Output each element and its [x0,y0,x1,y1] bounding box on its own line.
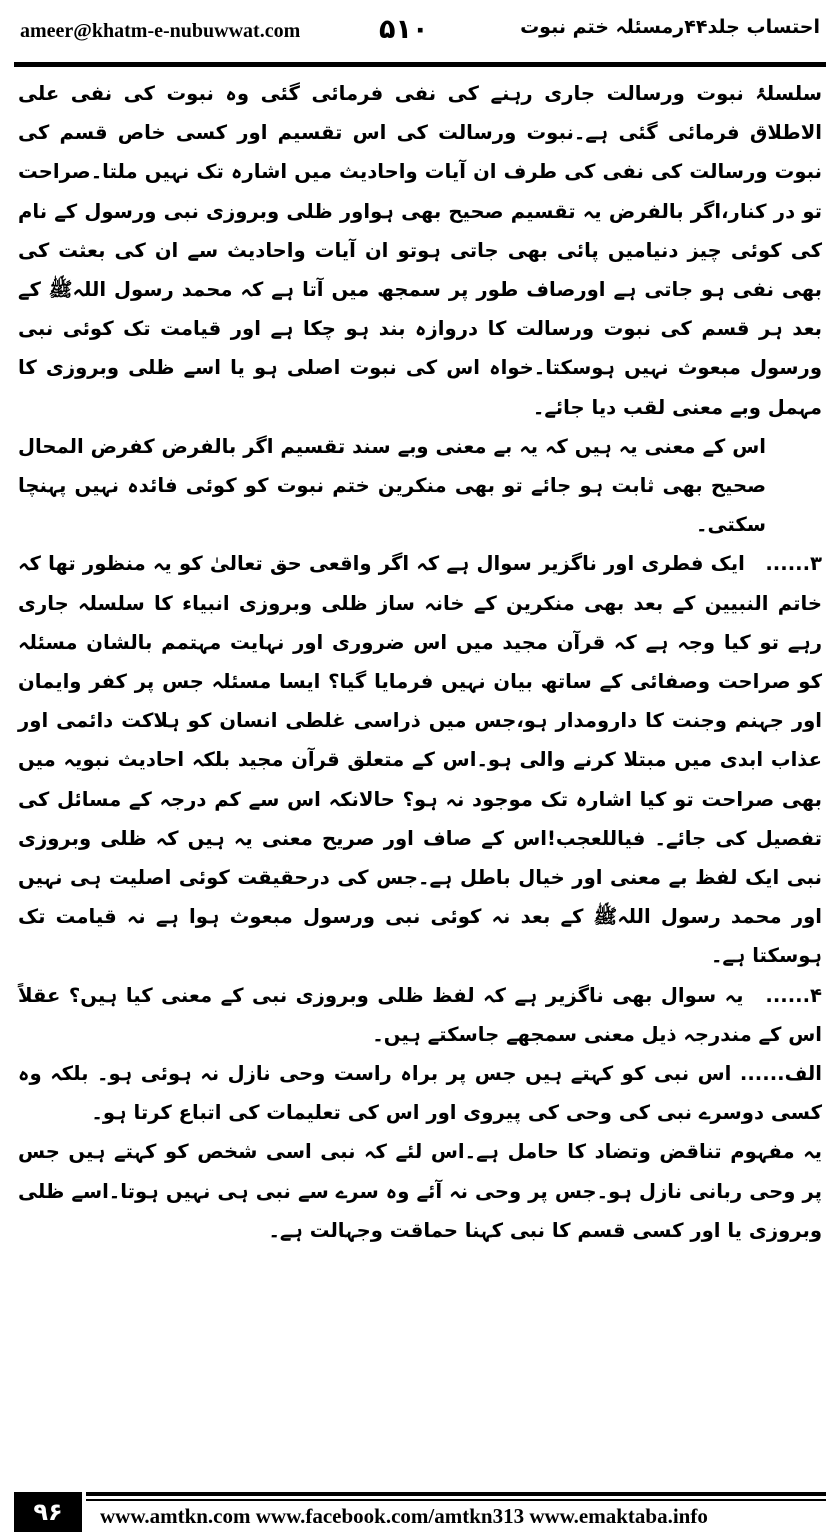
header-page-number: ۵۱۰ [379,14,429,45]
paragraph-text: اس نبی کو کہتے ہیں جس پر براہ راست وحی نازل نہ ہوئی ہو۔ بلکہ وہ کسی دوسرے نبی کی وحی کی پیروی اور اس کی تعلیمات کی اتباع کرتا ہو۔ [18,1062,822,1125]
paragraph: اس کے معنی یہ ہیں کہ یہ بے معنی وبے سند تقسیم اگر بالفرض کفرض المحال صحیح بھی ثابت ہو جائے تو بھی منکرین ختم نبوت کو کوئی فائدہ نہیں پہنچا سکتی۔ [18,434,766,537]
paragraph-item-4 [18,976,822,1054]
paragraph-item-3 [18,544,822,975]
body-text [18,74,822,1250]
paragraph-text: یہ سوال بھی ناگزیر ہے کہ لفظ ظلی وبروزی نبی کے معنی کیا ہیں؟ عقلاً اس کے مندرجہ ذیل معنی سمجھے جاسکتے ہیں۔ [18,983,822,1046]
header-divider [14,62,826,67]
header-title: احتساب جلد۴۴رمسئلہ ختم نبوت [520,16,820,38]
footer-divider [86,1492,826,1496]
page-footer [0,1490,840,1540]
paragraph: یہ مفہوم تناقض وتضاد کا حامل ہے۔اس لئے کہ نبی اسی شخص کو کہتے ہیں جس پر وحی ربانی نازل ہو۔جس پر وحی نہ آئے وہ سرے سے نبی ہی نہیں ہوتا۔اسے ظلی وبروزی یا اور کسی قسم کا نبی کہنا حماقت وجہالت ہے۔ [18,1140,822,1242]
item-marker: الف...... [739,1062,822,1086]
paragraph-text: ایک فطری اور ناگزیر سوال ہے کہ اگر واقعی حق تعالیٰ کو یہ منظور تھا کہ خاتم النبیین کے بعد بھی منکرین کے خانہ ساز ظلی وبروزی انبیاء کا سلسلہ جاری رہے تو کیا وجہ ہے کہ قرآن مجید میں اس ضروری اور نہایت مہتمم بالشان مسئلہ کو صراحت وصفائی کے ساتھ بیان نہیں فرمایا گیا؟ ایسا مسئلہ جس پر کفر وایمان اور جہنم وجنت کا دارومدار ہو،جس میں ذراسی غلطی انسان کو ہلاکت دائمی اور عذاب ابدی میں مبتلا کرنے والی ہو۔اس کے متعلق قرآن مجید بلکہ احادیث نبویہ میں بھی صراحت تو کیا اشارہ تک موجود نہ ہو؟ حالانکہ اس سے کم درجہ کے مسائل کی تفصیل کی جائے۔ فیاللعجب!اس کے صاف اور صریح معنی یہ ہیں کہ ظلی وبروزی نبی ایک لفظ بے معنی اور خیال باطل ہے۔جس کی درحقیقت کوئی اصلیت ہی نہیں اور محمد رسول اللہﷺ کے بعد نہ کوئی نبی ورسول مبعوث ہوا ہے نہ قیامت تک ہوسکتا ہے۔ [18,552,822,968]
footer-divider-thin [86,1499,826,1501]
item-marker: ۳...... [765,552,822,576]
paragraph: سلسلۂ نبوت ورسالت جاری رہنے کی نفی فرمائی گئی وہ نبوت کی نفی علی الاطلاق فرمائی گئی ہے۔نبوت ورسالت کی اس تقسیم اور کسی خاص قسم کی نبوت ورسالت کی نفی کی طرف ان آیات واحادیث میں اشارہ تک نہیں ملتا۔صراحت تو در کنار،اگر بالفرض یہ تقسیم صحیح بھی ہواور ظلی وبروزی نبی ورسول کے نام کی کوئی چیز دنیامیں پائی بھی جاتی ہوتو ان آیات واحادیث سے ان کی بعثت کی بھی نفی ہو جاتی ہے اورصاف طور پر سمجھ میں آتا ہے کہ محمد رسول اللہﷺ کے بعد ہر قسم کی نبوت ورسالت کا دروازہ بند ہو چکا ہے اور قیامت تک کوئی نبی ورسول مبعوث نہیں ہوسکتا۔خواہ اس کی نبوت اصلی ہو یا اسے ظلی وبروزی کا مہمل وبے معنی لقب دیا جائے۔ [18,82,822,419]
paragraph-alif [18,1054,822,1132]
footer-page-number: ۹۶ [14,1492,82,1532]
page-header [14,6,826,50]
header-email: ameer@khatm-e-nubuwwat.com [20,20,301,42]
footer-urls: www.amtkn.com www.facebook.com/amtkn313 www.emaktaba.info [100,1504,708,1528]
item-marker: ۴...... [765,983,823,1007]
